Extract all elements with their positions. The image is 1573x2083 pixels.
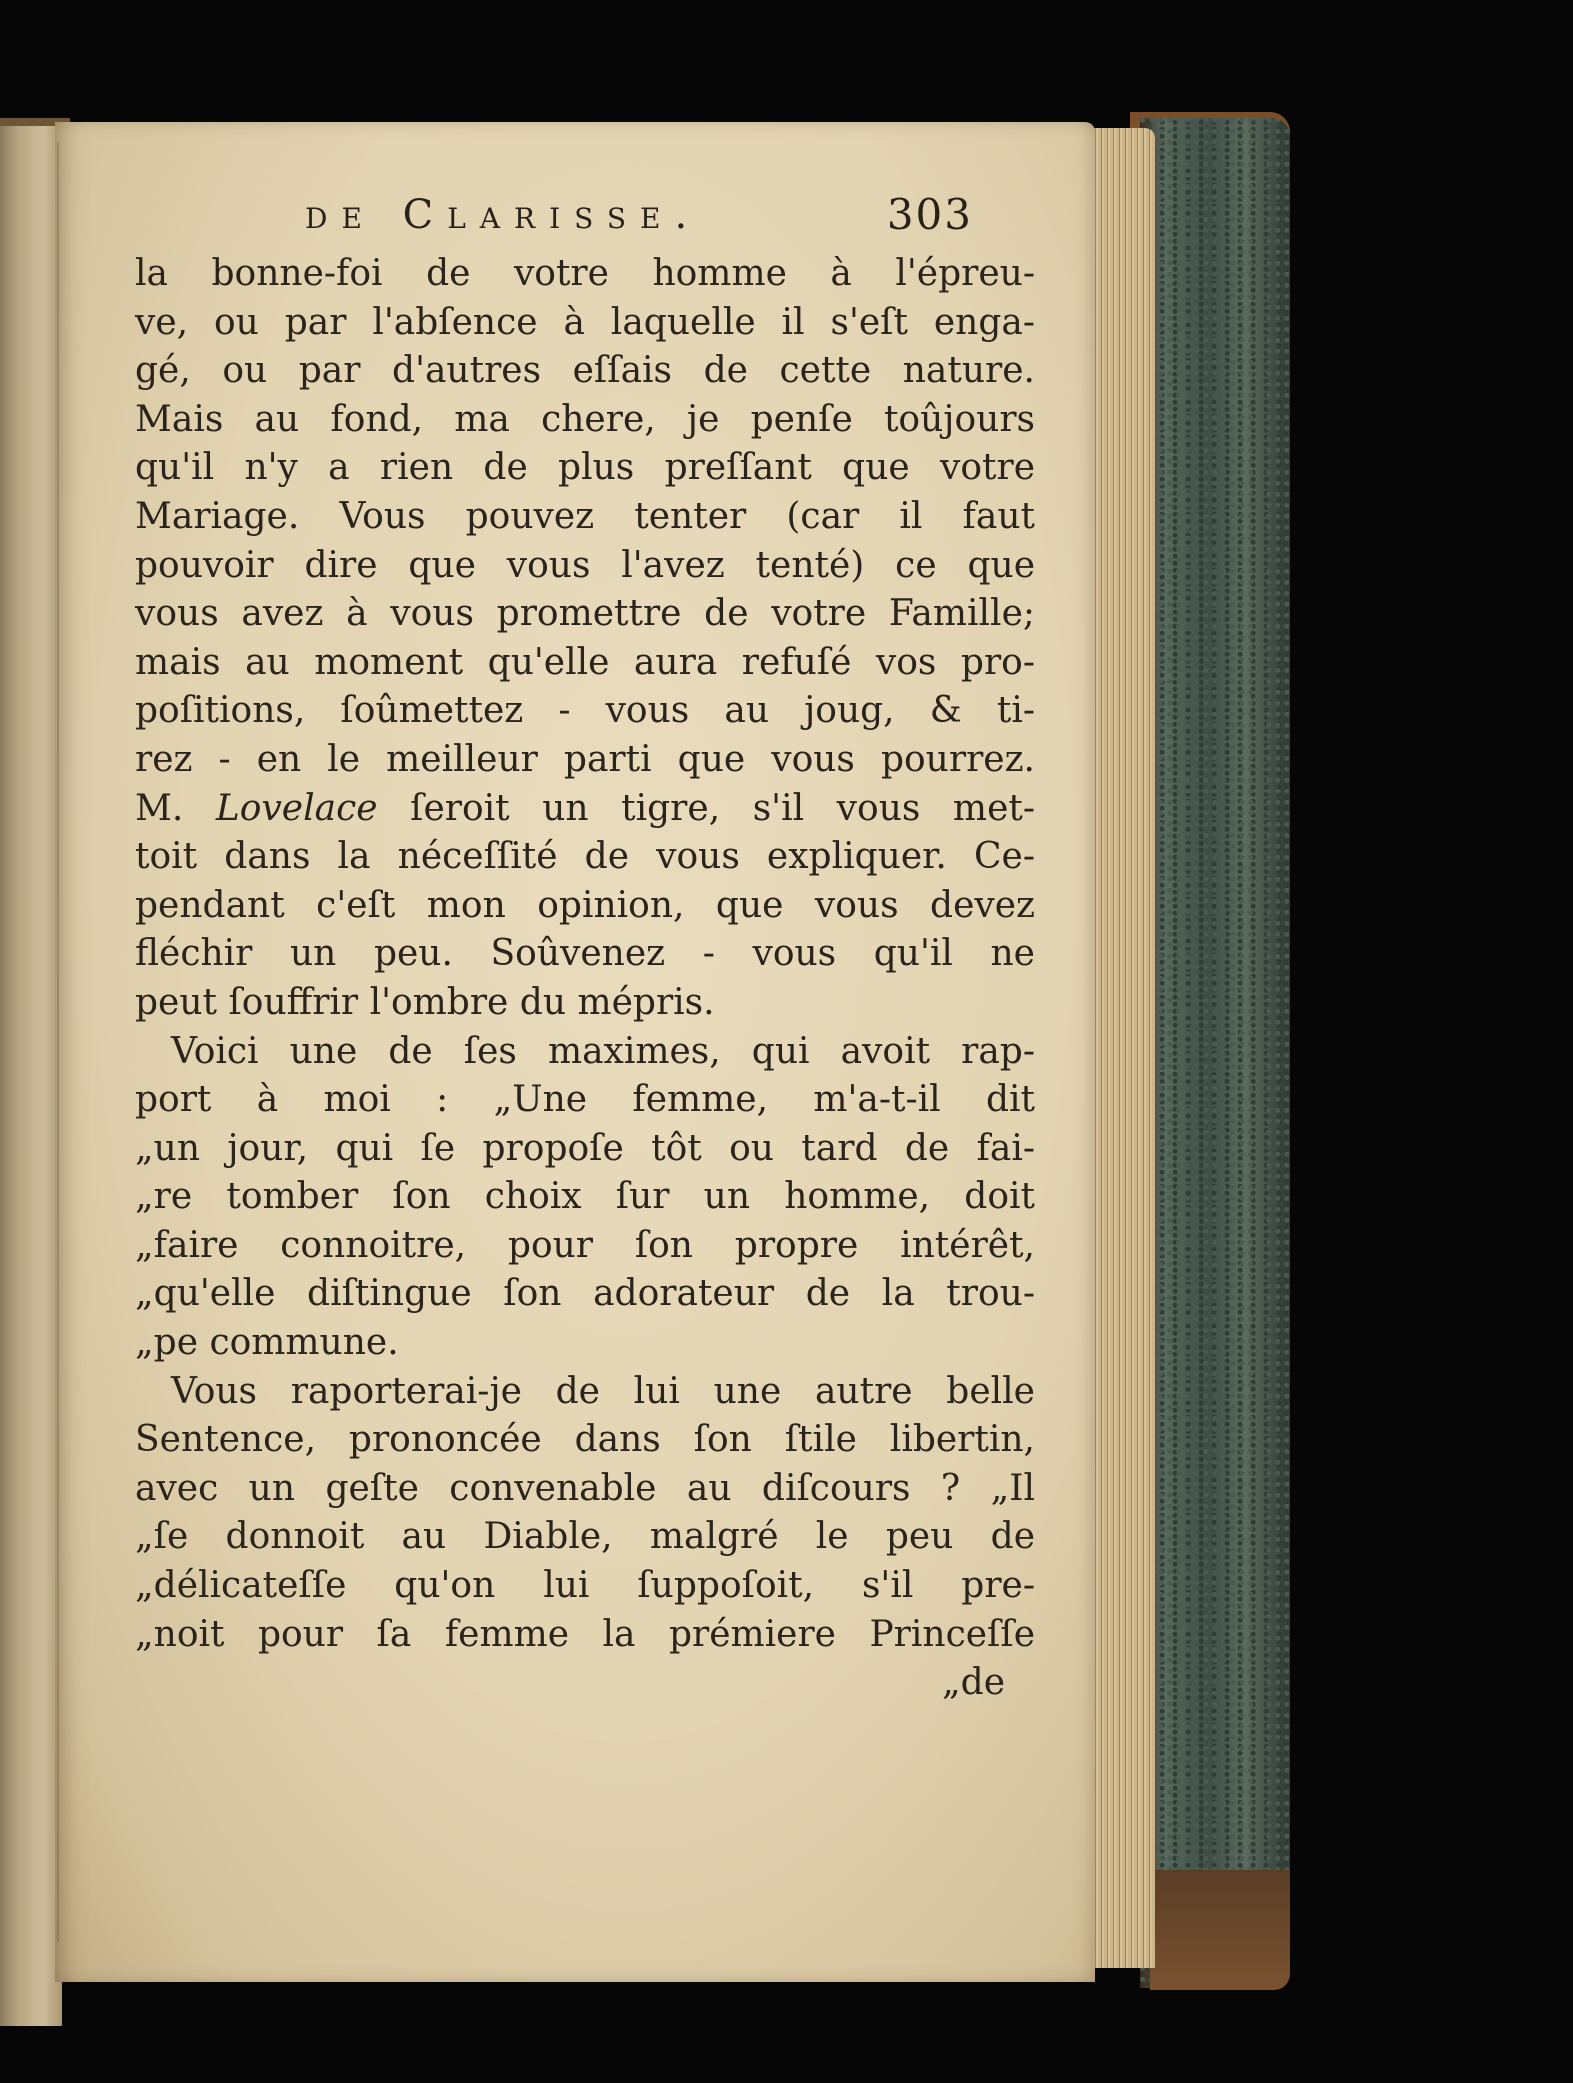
text-line: „faire connoitre, pour ſon propre intérêt,: [135, 1224, 1035, 1266]
text-line: avec un geſte convenable au diſcours ? „Il: [135, 1467, 1035, 1509]
text-line: vous avez à vous promettre de votre Famille;: [135, 593, 1035, 635]
body-text: [135, 250, 1035, 1708]
text-line: „noit pour ſa femme la prémiere Princeſſe: [135, 1613, 1035, 1655]
text-line: „pe commune.: [135, 1322, 399, 1364]
text-line: rez - en le meilleur parti que vous pourrez.: [135, 738, 1035, 780]
text-line: Vous raporterai-je de lui une autre belle: [171, 1370, 1035, 1412]
text-line: „qu'elle diſtingue ſon adorateur de la trou-: [135, 1273, 1035, 1315]
text-line: Voici une de ſes maximes, qui avoit rap-: [171, 1030, 1035, 1072]
book-cover-marbled: [1140, 118, 1290, 1988]
left-facing-page: [0, 126, 62, 2026]
text-line: la bonne-foi de votre homme à l'épreu-: [135, 253, 1035, 294]
text-line: qu'il n'y a rien de plus preſſant que votre: [135, 447, 1035, 489]
text-line: port à moi : „Une femme, m'a-t-il dit: [135, 1079, 1035, 1121]
book-cover-bottom: [1150, 1870, 1290, 1990]
text-line: Sentence, prononcée dans ſon ſtile libertin,: [135, 1419, 1035, 1461]
text-line: ve, ou par l'abſence à laquelle il s'eſt enga-: [135, 301, 1035, 343]
text-line-lovelace: [135, 785, 1035, 834]
italic-name-lovelace: Lovelace: [215, 787, 378, 829]
text-fragment: ſeroit un tigre, s'il vous met-: [377, 787, 1036, 829]
text-line: toit dans la néceſſité de vous expliquer. Ce-: [135, 836, 1035, 878]
text-line: „un jour, qui ſe propoſe tôt ou tard de fai-: [135, 1127, 1035, 1169]
text-line: pouvoir dire que vous l'avez tenté) ce que: [135, 544, 1035, 586]
text-line: Mais au fond, ma chere, je penſe toûjours: [135, 398, 1035, 440]
text-line: „ſe donnoit au Diable, malgré le peu de: [135, 1516, 1035, 1558]
text-line: poſitions, ſoûmettez - vous au joug, & ti-: [135, 690, 1035, 732]
text-line: „délicateſſe qu'on lui ſuppoſoit, s'il pre-: [135, 1565, 1035, 1607]
text-line: pendant c'eſt mon opinion, que vous devez: [135, 884, 1035, 926]
text-fragment: M.: [135, 787, 216, 829]
catchword: „de: [942, 1662, 1005, 1704]
text-line: Mariage. Vous pouvez tenter (car il faut: [135, 495, 1035, 537]
text-line: gé, ou par d'autres eſſais de cette nature.: [135, 350, 1035, 392]
book-page: [55, 122, 1095, 1982]
page-header: [305, 182, 985, 252]
gutter-shadow: [57, 142, 59, 1942]
text-line: mais au moment qu'elle aura refuſé vos pro-: [135, 641, 1035, 683]
text-line: peut ſouffrir l'ombre du mépris.: [135, 981, 715, 1023]
page-number: 303: [886, 190, 973, 239]
running-head: de Clarisse.: [305, 192, 702, 238]
text-line: „re tomber ſon choix ſur un homme, doit: [135, 1176, 1035, 1218]
text-line: fléchir un peu. Soûvenez - vous qu'il ne: [135, 933, 1035, 975]
